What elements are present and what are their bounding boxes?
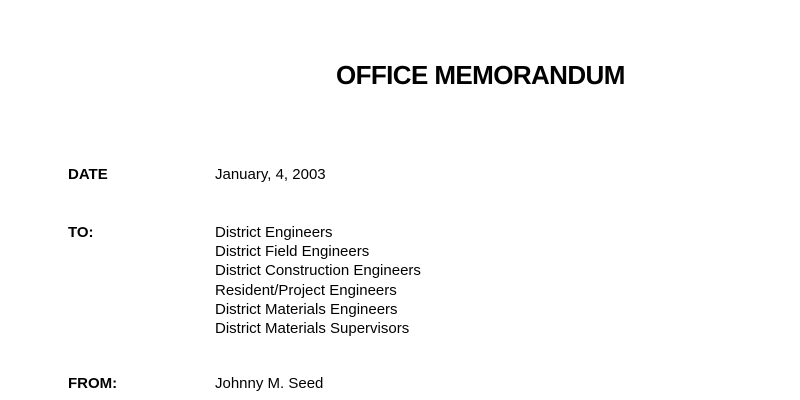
to-recipient-list [215,223,421,338]
date-value: January, 4, 2003 [215,166,326,183]
to-recipient: District Materials Engineers [215,300,398,318]
to-recipient: District Field Engineers [215,243,370,261]
from-label: FROM: [68,375,118,392]
date-label: DATE [68,166,108,183]
to-recipient: Resident/Project Engineers [215,281,397,299]
from-value: Johnny M. Seed [215,375,324,392]
to-recipient: District Engineers [215,224,333,241]
to-recipient: District Materials Supervisors [215,320,410,338]
to-label: TO: [68,224,94,241]
to-recipient: District Construction Engineers [215,262,421,280]
memo-title: OFFICE MEMORANDUM [336,60,625,90]
